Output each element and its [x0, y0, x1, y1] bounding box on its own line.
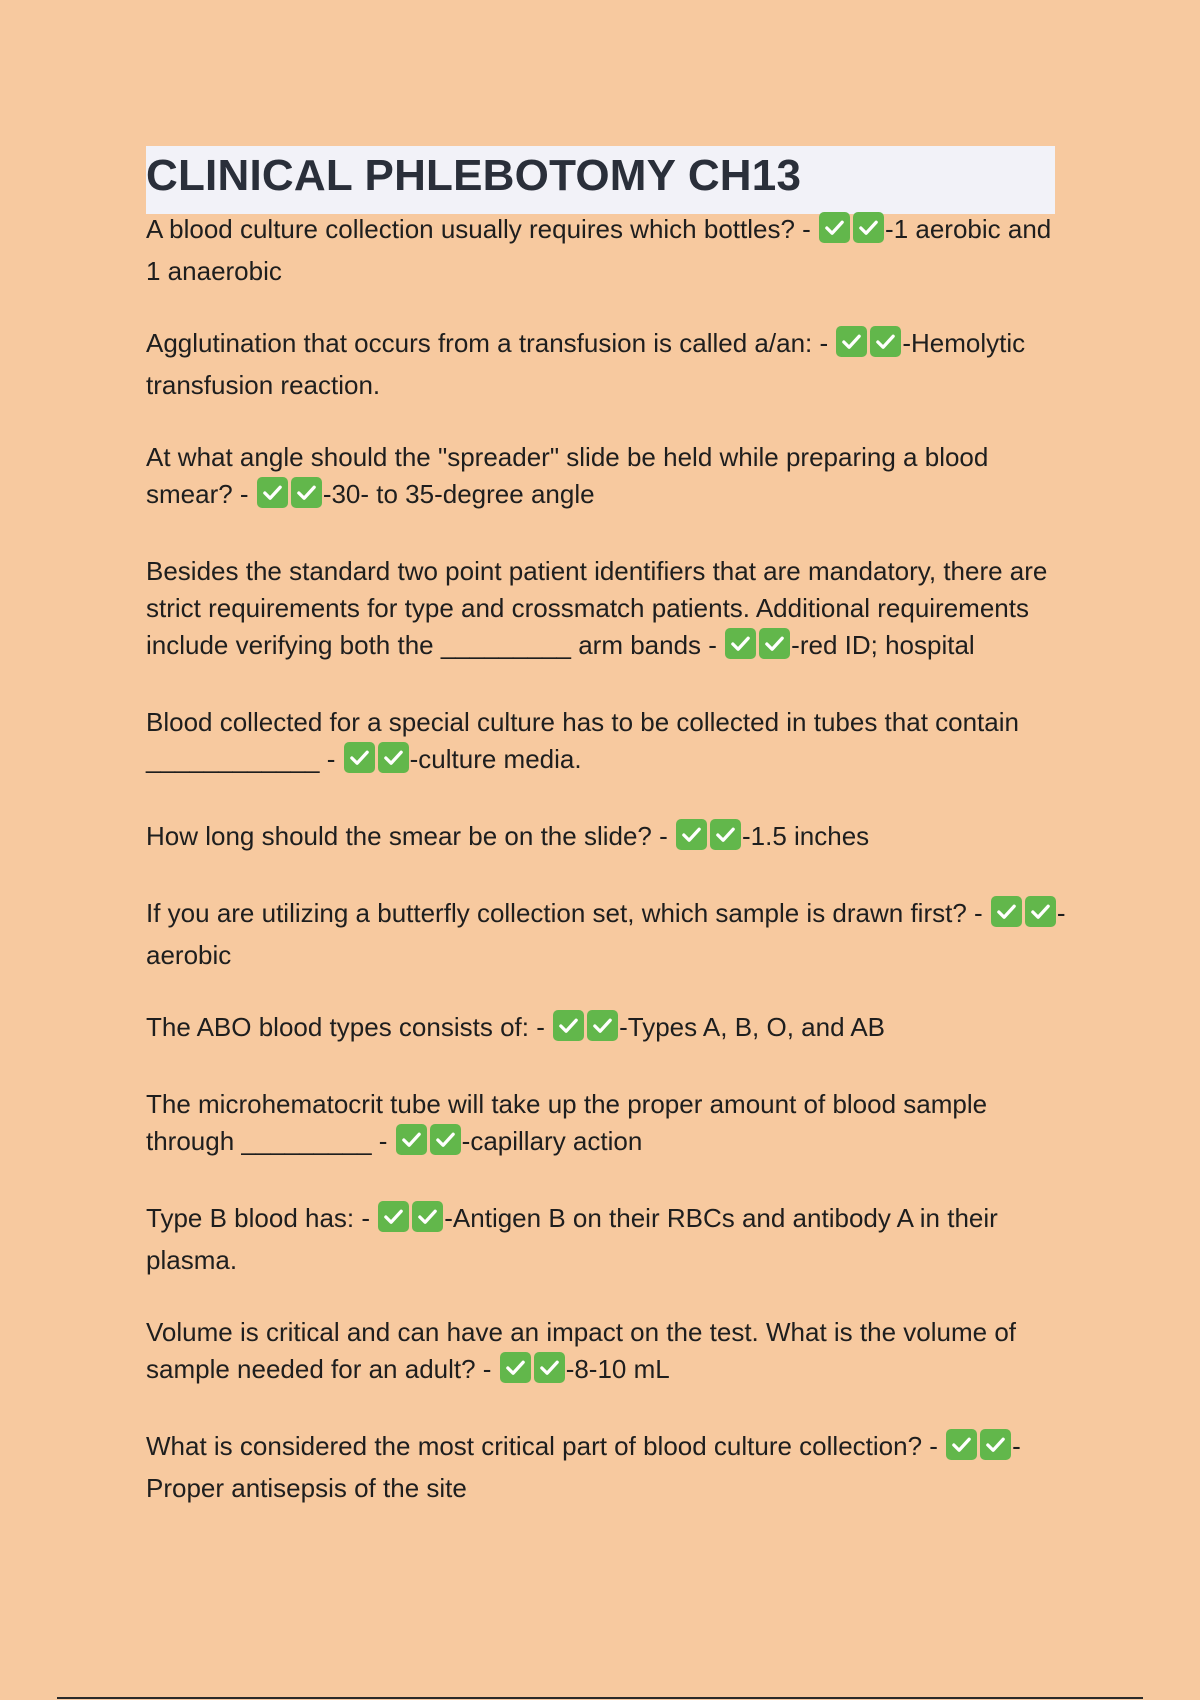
double-check-icons: [991, 896, 1056, 937]
check-mark-icon: [412, 1201, 443, 1232]
document-title: CLINICAL PHLEBOTOMY CH13: [146, 151, 802, 200]
double-check-icons: [725, 628, 790, 669]
answer-text: -capillary action: [461, 1126, 643, 1156]
question-text: Agglutination that occurs from a transfusion is called a/an: -: [146, 328, 829, 358]
check-mark-icon: [946, 1429, 977, 1460]
double-check-icons: [396, 1124, 461, 1165]
answer-text: -30- to 35-degree angle: [322, 479, 595, 509]
answer-text: -Hemolytic transfusion reaction.: [146, 328, 1026, 400]
title-banner: [146, 146, 1055, 214]
question-text: Type B blood has: -: [146, 1203, 371, 1233]
check-mark-icon: [500, 1352, 531, 1383]
qa-item: [146, 553, 1066, 669]
check-mark-icon: [378, 1201, 409, 1232]
check-mark-icon: [344, 742, 375, 773]
check-mark-icon: [396, 1124, 427, 1155]
check-mark-icon: [257, 477, 288, 508]
qa-item: [146, 1200, 1066, 1279]
check-mark-icon: [870, 326, 901, 357]
answer-text: -Antigen B on their RBCs and antibody A in their plasma.: [146, 1203, 998, 1275]
check-mark-icon: [980, 1429, 1011, 1460]
question-text: At what angle should the "spreader" slide be held while preparing a blood smear? -: [146, 442, 989, 509]
qa-item: [146, 1314, 1066, 1393]
double-check-icons: [946, 1429, 1011, 1470]
answer-text: -1.5 inches: [742, 821, 870, 851]
double-check-icons: [257, 477, 322, 518]
double-check-icons: [836, 326, 901, 367]
check-mark-icon: [378, 742, 409, 773]
question-text: The microhematocrit tube will take up the proper amount of blood sample through _________ -: [146, 1089, 988, 1156]
answer-text: -1 aerobic and 1 anaerobic: [146, 214, 1052, 286]
question-text: What is considered the most critical part of blood culture collection? -: [146, 1431, 938, 1461]
question-text: How long should the smear be on the slide? -: [146, 821, 668, 851]
question-text: If you are utilizing a butterfly collection set, which sample is drawn first? -: [146, 898, 983, 928]
question-text: A blood culture collection usually requires which bottles? -: [146, 214, 811, 244]
double-check-icons: [378, 1201, 443, 1242]
page-bottom-rule: [57, 1697, 1143, 1699]
check-mark-icon: [725, 628, 756, 659]
answer-text: -8-10 mL: [565, 1354, 670, 1384]
qa-item: [146, 818, 1066, 860]
check-mark-icon: [819, 212, 850, 243]
check-mark-icon: [430, 1124, 461, 1155]
question-text: The ABO blood types consists of: -: [146, 1012, 545, 1042]
check-mark-icon: [836, 326, 867, 357]
double-check-icons: [676, 819, 741, 860]
answer-text: -red ID; hospital: [791, 630, 975, 660]
answer-text: -aerobic: [146, 898, 1066, 970]
qa-item: [146, 325, 1066, 404]
check-mark-icon: [587, 1010, 618, 1041]
check-mark-icon: [759, 628, 790, 659]
question-text: Blood collected for a special culture has to be collected in tubes that contain ____________ -: [146, 707, 1019, 774]
qa-item: [146, 439, 1066, 518]
question-text: Besides the standard two point patient identifiers that are mandatory, there are strict requirements for type and crossmatch patients. Additional requirements include verifying both the _________ arm bands -: [146, 556, 1048, 660]
check-mark-icon: [853, 212, 884, 243]
qa-item: [146, 211, 1066, 290]
answer-text: -Proper antisepsis of the site: [146, 1431, 1021, 1503]
check-mark-icon: [676, 819, 707, 850]
check-mark-icon: [710, 819, 741, 850]
answer-text: -Types A, B, O, and AB: [619, 1012, 886, 1042]
check-mark-icon: [553, 1010, 584, 1041]
answer-text: -culture media.: [409, 744, 582, 774]
qa-item: [146, 895, 1066, 974]
double-check-icons: [500, 1352, 565, 1393]
question-answer-list: [146, 211, 1066, 1542]
double-check-icons: [819, 212, 884, 253]
check-mark-icon: [534, 1352, 565, 1383]
double-check-icons: [553, 1010, 618, 1051]
qa-item: [146, 1428, 1066, 1507]
qa-item: [146, 1086, 1066, 1165]
check-mark-icon: [991, 896, 1022, 927]
check-mark-icon: [291, 477, 322, 508]
check-mark-icon: [1025, 896, 1056, 927]
qa-item: [146, 704, 1066, 783]
double-check-icons: [344, 742, 409, 783]
qa-item: [146, 1009, 1066, 1051]
question-text: Volume is critical and can have an impact on the test. What is the volume of sample needed for an adult? -: [146, 1317, 1016, 1384]
